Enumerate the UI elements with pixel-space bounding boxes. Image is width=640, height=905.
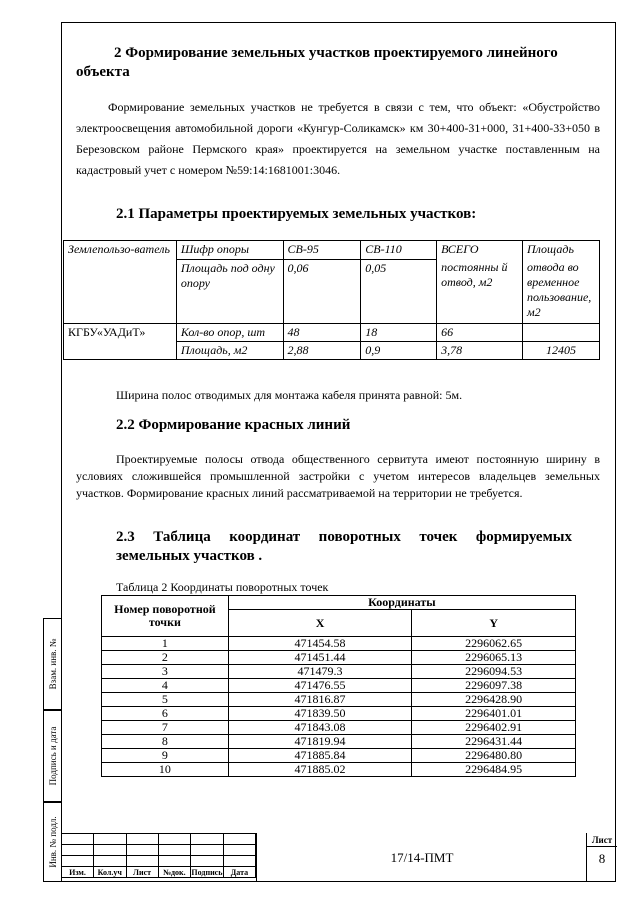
point-number-cell: 6 <box>102 707 229 721</box>
table-cell: 12405 <box>522 342 599 360</box>
table-cell: СВ-110 <box>361 241 437 260</box>
table-cell: 0,9 <box>361 342 437 360</box>
coord-y-cell: 2296062.65 <box>412 637 576 651</box>
sheet-number: 8 <box>598 851 606 866</box>
coord-x-cell: 471451.44 <box>228 651 412 665</box>
table-cell: Площадь <box>522 241 599 260</box>
table-header-row <box>102 596 576 610</box>
point-number-cell: 7 <box>102 721 229 735</box>
coord-y-cell: 2296402.91 <box>412 721 576 735</box>
section-2-2-title: 2.2 Формирование красных линий <box>116 417 351 433</box>
table-row <box>102 679 576 693</box>
table-cell: КГБУ«УАДиТ» <box>64 324 177 360</box>
title-block-col-label: №док. <box>158 867 190 878</box>
section-2-3-title: 2.3 Таблица координат поворотных точек формируемых земельных участков . <box>116 529 572 564</box>
side-stamp-signature-date: Подпись и дата <box>43 710 61 802</box>
section-2-1-title: 2.1 Параметры проектируемых земельных участков: <box>116 206 477 222</box>
point-number-cell: 3 <box>102 665 229 679</box>
table-cell: 48 <box>283 324 361 342</box>
side-stamp-inv-original: Инв. № подл. <box>43 802 61 882</box>
table-row <box>102 721 576 735</box>
coord-x-cell: 471454.58 <box>228 637 412 651</box>
coord-x-cell: 471819.94 <box>228 735 412 749</box>
point-number-cell: 1 <box>102 637 229 651</box>
section-2-paragraph: Формирование земельных участков не требуется в связи с тем, что объект: «Обустройство электроосвещения автомобильной дороги «Кунгур-Соликамск» км 30+400-31+000, 31+400-33+050 в Березовском районе Пермского края» проектируется на земельном участке поставленным на кадастровый учет с номером №59:14:1681001:3046. <box>76 100 600 177</box>
table-cell: Шифр опоры <box>176 241 283 260</box>
table-cell: ВСЕГО <box>437 241 523 260</box>
table-row <box>102 763 576 777</box>
table-row <box>102 707 576 721</box>
table-row <box>102 651 576 665</box>
table-row <box>64 324 600 342</box>
table-cell: 18 <box>361 324 437 342</box>
y-header: Y <box>412 610 576 637</box>
coord-x-cell: 471885.84 <box>228 749 412 763</box>
table-row <box>64 241 600 260</box>
table-cell: Площадь под одну опору <box>176 259 283 323</box>
table-cell: Кол-во опор, шт <box>176 324 283 342</box>
coordinates-table <box>101 595 576 777</box>
table-caption: Таблица 2 Координаты поворотных точек <box>116 580 329 594</box>
coord-y-cell: 2296065.13 <box>412 651 576 665</box>
table-cell: отвода во временное пользование, м2 <box>522 259 599 323</box>
parameters-table <box>63 240 600 360</box>
point-number-cell: 5 <box>102 693 229 707</box>
coord-y-cell: 2296428.90 <box>412 693 576 707</box>
coord-x-cell: 471476.55 <box>228 679 412 693</box>
coord-x-cell: 471885.02 <box>228 763 412 777</box>
side-stamp-replaced-inv: Взам. инв. № <box>43 618 61 710</box>
table-row <box>102 665 576 679</box>
table-row <box>102 693 576 707</box>
table-cell: 2,88 <box>283 342 361 360</box>
section-2-2-paragraph: Проектируемые полосы отвода общественного сервитута имеют постоянную ширину в условиях сложившейся промышленной застройки с учетом интересов владельцев земельных участков. Формирование красных линий рассматриваемой на территории не требуется. <box>76 452 600 500</box>
document-code: 17/14-ПМТ <box>256 833 587 882</box>
coord-y-cell: 2296097.38 <box>412 679 576 693</box>
table-cell: 0,05 <box>361 259 437 323</box>
table-cell: постоянны й отвод, м2 <box>437 259 523 323</box>
coord-y-cell: 2296094.53 <box>412 665 576 679</box>
sheet-label: Лист <box>587 834 617 847</box>
point-number-header: Номер поворотной точки <box>102 596 229 637</box>
coord-y-cell: 2296431.44 <box>412 735 576 749</box>
title-block-col-label: Дата <box>223 867 255 878</box>
table-cell: 0,06 <box>283 259 361 323</box>
table-row <box>102 749 576 763</box>
revision-grid <box>61 833 256 878</box>
title-block-col-label: Лист <box>126 867 158 878</box>
table-row <box>102 637 576 651</box>
table-cell: СВ-95 <box>283 241 361 260</box>
table-row <box>102 735 576 749</box>
coord-x-cell: 471843.08 <box>228 721 412 735</box>
section-2-title: 2 Формирование земельных участков проектируемого линейного объекта <box>76 45 558 80</box>
sheet-box <box>586 833 617 882</box>
coord-y-cell: 2296401.01 <box>412 707 576 721</box>
point-number-cell: 2 <box>102 651 229 665</box>
coord-x-cell: 471479.3 <box>228 665 412 679</box>
point-number-cell: 9 <box>102 749 229 763</box>
table-cell: Землепользо-ватель <box>64 241 177 324</box>
title-block <box>61 833 616 882</box>
coord-y-cell: 2296484.95 <box>412 763 576 777</box>
coord-y-cell: 2296480.80 <box>412 749 576 763</box>
title-block-col-label: Кол.уч <box>94 867 127 878</box>
x-header: X <box>228 610 412 637</box>
table-cell: Площадь, м2 <box>176 342 283 360</box>
point-number-cell: 4 <box>102 679 229 693</box>
table-cell: 3,78 <box>437 342 523 360</box>
point-number-cell: 8 <box>102 735 229 749</box>
table-cell: 66 <box>437 324 523 342</box>
coordinates-header: Координаты <box>228 596 575 610</box>
title-block-col-label: Изм. <box>62 867 94 878</box>
point-number-cell: 10 <box>102 763 229 777</box>
title-block-col-label: Подпись <box>191 868 223 877</box>
cable-width-note: Ширина полос отводимых для монтажа кабеля принята равной: 5м. <box>116 388 463 402</box>
table-cell <box>522 324 599 342</box>
coord-x-cell: 471839.50 <box>228 707 412 721</box>
coord-x-cell: 471816.87 <box>228 693 412 707</box>
